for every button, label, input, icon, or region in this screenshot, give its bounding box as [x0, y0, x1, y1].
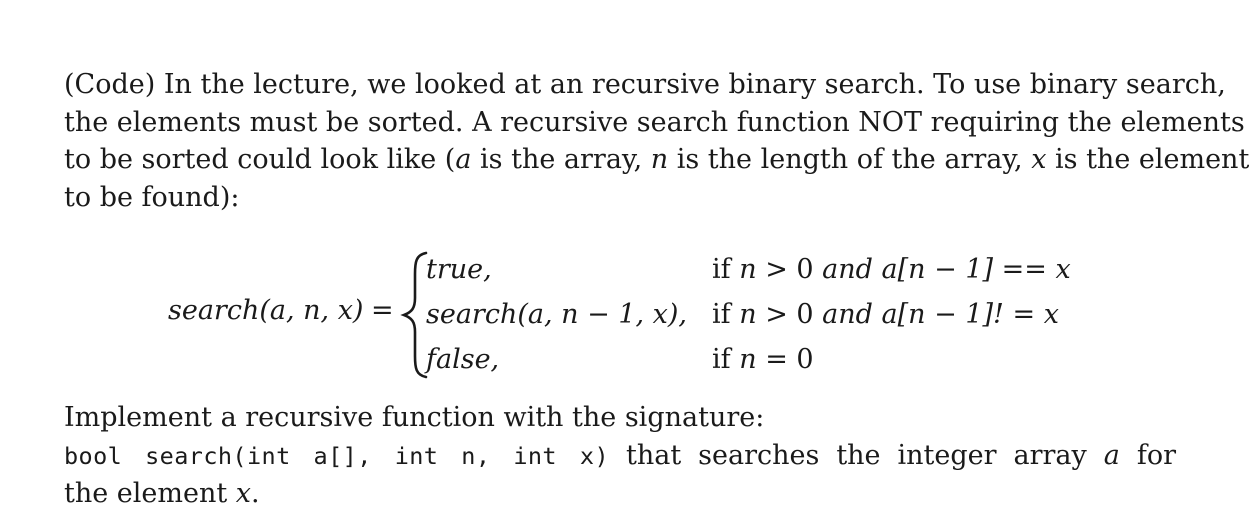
function-name: search — [168, 295, 260, 326]
math-var-x: x — [235, 478, 252, 509]
cond-if: if — [712, 299, 740, 330]
case-2-condition — [712, 299, 1059, 330]
case-3-expression: false, — [426, 344, 500, 375]
function-signature: bool search(int a[], int n, int x) — [64, 442, 610, 470]
implement-line-3 — [64, 475, 1176, 513]
cond-var-n: n — [739, 344, 757, 375]
cond-op: == — [993, 254, 1056, 285]
cond-var-x: x — [1043, 299, 1059, 330]
case-1-condition — [712, 254, 1071, 285]
intro-text: to be sorted could look like ( — [64, 144, 456, 175]
case-1-expression: true, — [426, 254, 492, 285]
cond-gt: > 0 — [756, 254, 823, 285]
case-3-condition — [712, 344, 814, 375]
cond-and: and a — [822, 299, 898, 330]
intro-line-1: (Code) In the lecture, we looked at an recursive binary search. To use binary search, — [64, 69, 1226, 100]
intro-paragraph — [64, 66, 1249, 216]
intro-line-3 — [64, 141, 1249, 179]
case-2-function-name: search — [426, 299, 518, 330]
cond-if: if — [712, 344, 740, 375]
math-var-n: n — [650, 144, 669, 175]
formula-lhs — [168, 295, 363, 326]
cond-var-n: n — [739, 254, 757, 285]
intro-text: is the element — [1046, 144, 1249, 175]
math-var-a: a — [455, 144, 472, 175]
cond-index: [n − 1] — [897, 254, 994, 285]
math-var-x: x — [1031, 144, 1047, 175]
intro-text: is the length of the array, — [668, 144, 1032, 175]
implement-text: . — [251, 478, 260, 509]
implement-line-1: Implement a recursive function with the signature: — [64, 402, 765, 433]
cond-gt: > 0 — [756, 299, 823, 330]
cond-var-n: n — [739, 299, 757, 330]
cond-var-x: x — [1055, 254, 1071, 285]
equals-sign: = — [371, 295, 394, 326]
implement-text: for — [1119, 440, 1176, 471]
math-var-a: a — [1103, 440, 1120, 471]
implement-text: that searches the integer array — [609, 440, 1104, 471]
cond-index: [n − 1]! = — [897, 299, 1044, 330]
implement-text: the element — [64, 478, 236, 509]
cond-if: if — [712, 254, 740, 285]
cond-eq: = 0 — [756, 344, 814, 375]
case-2-function-args: (a, n − 1, x), — [517, 299, 688, 330]
piecewise-formula — [168, 250, 1088, 380]
intro-line-2: the elements must be sorted. A recursive search function NOT requiring the elements — [64, 106, 1245, 138]
case-2-expression — [426, 299, 687, 330]
cond-and: and a — [822, 254, 898, 285]
intro-text: is the array, — [471, 144, 651, 175]
intro-line-4: to be found): — [64, 181, 240, 213]
implement-line-2 — [64, 437, 1176, 476]
function-args: (a, n, x) — [259, 295, 364, 326]
